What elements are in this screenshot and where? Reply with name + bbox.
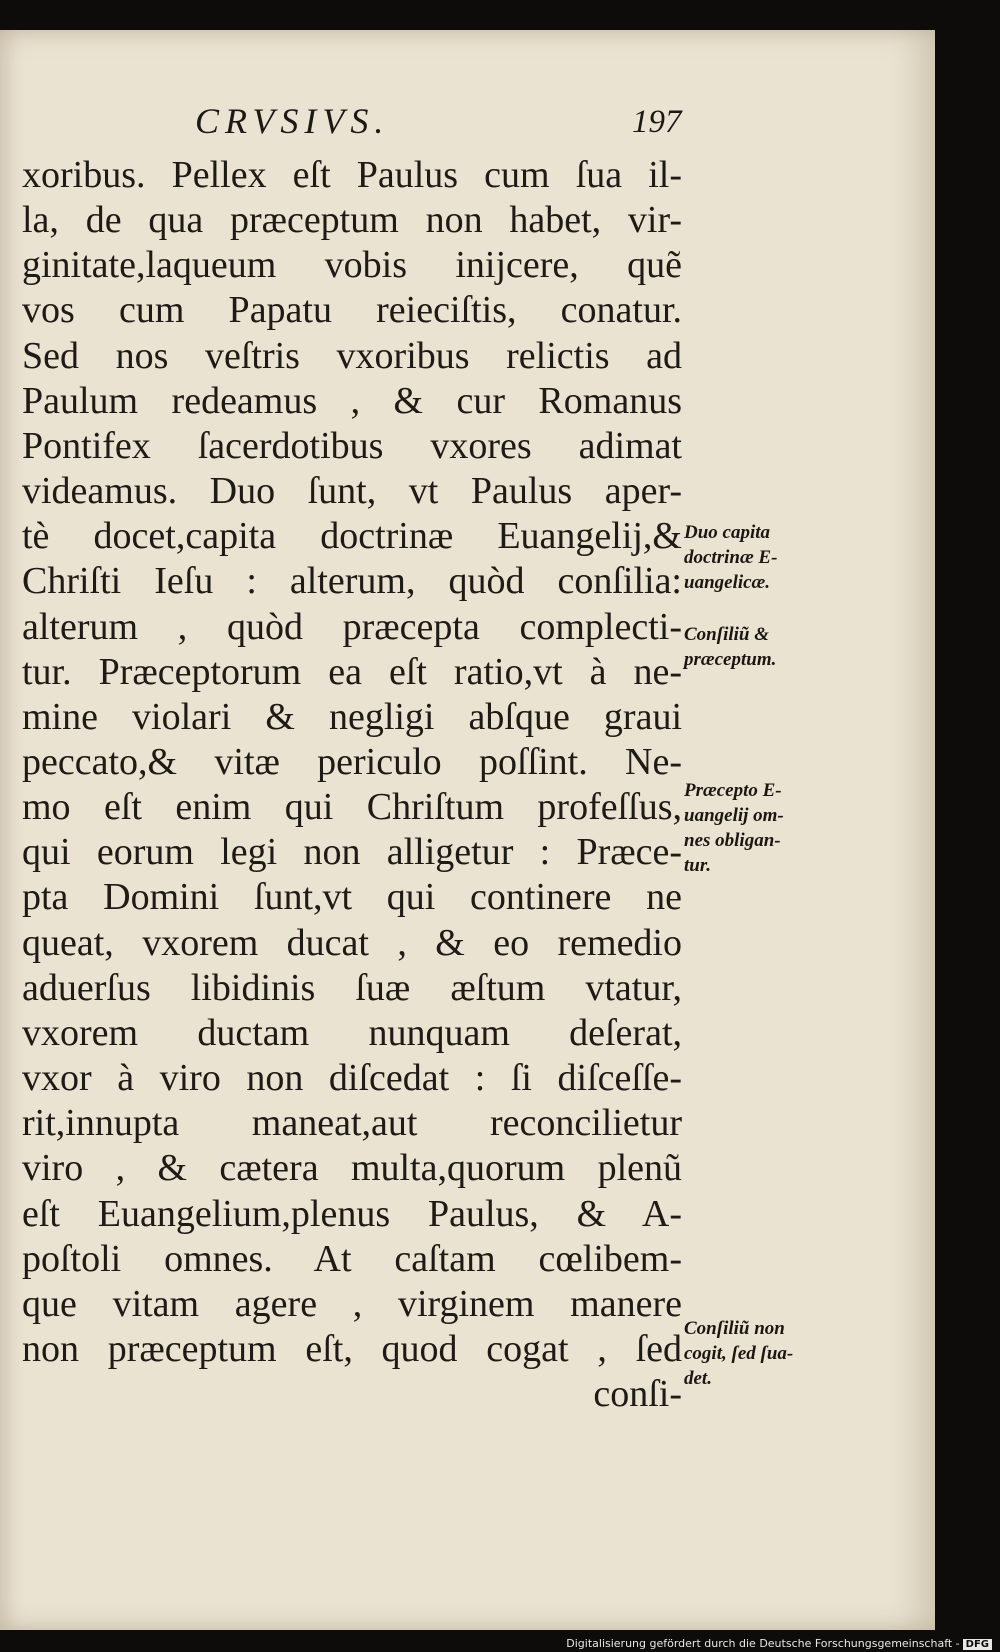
catchword: conſi-	[593, 1373, 682, 1415]
margin-note	[684, 520, 844, 595]
text-line: queat, vxorem ducat , & eo remedio	[22, 922, 682, 964]
margin-note-line: nes obligan-	[684, 830, 781, 851]
credit-text: Digitalisierung gefördert durch die Deutsche Forschungsgemeinschaft -	[566, 1637, 960, 1650]
text-line: eſt Euangelium,plenus Paulus, & A-	[22, 1193, 682, 1235]
text-line: vxorem ductam nunquam deſerat,	[22, 1012, 682, 1054]
text-line: mine violari & negligi abſque graui	[22, 696, 682, 738]
text-line: aduerſus libidinis ſuæ æſtum vtatur,	[22, 967, 682, 1009]
margin-note-line: tur.	[684, 855, 711, 876]
margin-note-line: cogit, ſed ſua-	[684, 1343, 794, 1364]
text-line: pta Domini ſunt,vt qui continere ne	[22, 876, 682, 918]
text-line: mo eſt enim qui Chriſtum profeſſus,	[22, 786, 682, 828]
text-line: Pontifex ſacerdotibus vxores adimat	[22, 425, 682, 467]
margin-note-line: uangelicæ.	[684, 572, 771, 593]
margin-note	[684, 1316, 844, 1391]
margin-note-line: Duo capita	[684, 522, 771, 543]
text-line: vxor à viro non diſcedat : ſi diſceſſe-	[22, 1057, 682, 1099]
running-title: CRVSIVS.	[195, 101, 390, 141]
text-line: alterum , quòd præcepta complecti-	[22, 606, 682, 648]
text-line: vos cum Papatu reieciſtis, conatur.	[22, 289, 682, 331]
text-line: ginitate,laqueum vobis inijcere, quẽ	[22, 244, 682, 286]
text-line: poſtoli omnes. At caſtam cœlibem-	[22, 1238, 682, 1280]
page-number: 197	[632, 104, 682, 140]
text-line: non præceptum eſt, quod cogat , ſed	[22, 1328, 682, 1370]
text-line: Paulum redeamus , & cur Romanus	[22, 380, 682, 422]
margin-note-line: Præcepto E-	[684, 780, 782, 801]
text-line: peccato,& vitæ periculo poſſint. Ne-	[22, 741, 682, 783]
margin-note-line: uangelij om-	[684, 805, 784, 826]
text-line: Chriſti Ieſu : alterum, quòd conſilia:	[22, 560, 682, 602]
text-line: la, de qua præceptum non habet, vir-	[22, 199, 682, 241]
text-line: xoribus. Pellex eſt Paulus cum ſua il-	[22, 154, 682, 196]
text-line: videamus. Duo ſunt, vt Paulus aper-	[22, 470, 682, 512]
text-line: qui eorum legi non alligetur : Præce-	[22, 831, 682, 873]
margin-note-line: det.	[684, 1368, 712, 1389]
margin-note-line: Conſiliũ non	[684, 1318, 785, 1339]
text-line: Sed nos veſtris vxoribus relictis ad	[22, 335, 682, 377]
digitization-credit	[566, 1637, 992, 1650]
text-line: rit,innupta maneat,aut reconcilietur	[22, 1102, 682, 1144]
margin-note-line: Conſiliũ &	[684, 624, 769, 645]
text-line: viro , & cætera multa,quorum plenũ	[22, 1147, 682, 1189]
margin-note	[684, 778, 844, 878]
margin-note	[684, 622, 844, 672]
dfg-logo: DFG	[963, 1639, 992, 1650]
text-line: tè docet,capita doctrinæ Euangelij,&	[22, 515, 682, 557]
margin-note-line: præceptum.	[684, 649, 777, 670]
text-line: que vitam agere , virginem manere	[22, 1283, 682, 1325]
text-line: tur. Præceptorum ea eſt ratio,vt à ne-	[22, 651, 682, 693]
margin-note-line: doctrinæ E-	[684, 547, 778, 568]
